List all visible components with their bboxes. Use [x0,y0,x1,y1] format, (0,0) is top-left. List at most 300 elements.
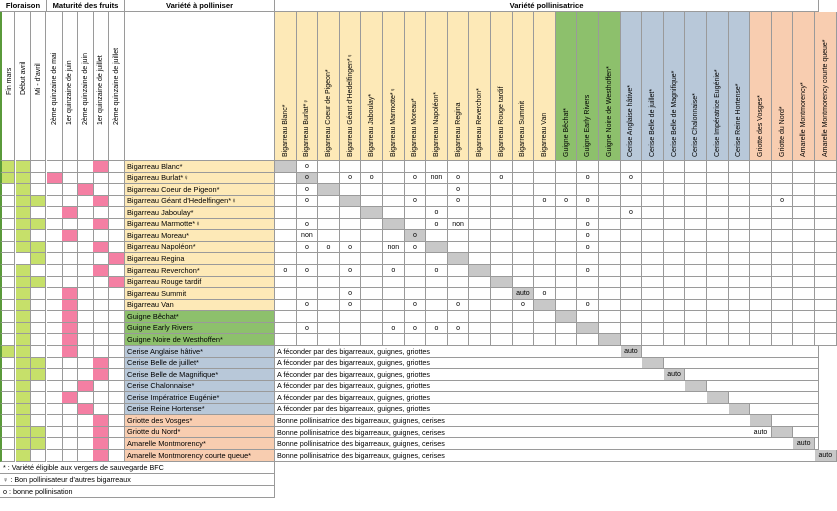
header-maturite [47,0,125,12]
maturite-col-header [93,12,109,161]
pollination-note [275,358,819,370]
pollination-cell [707,300,729,312]
pollination-cell [642,277,664,289]
pollinisateur-col-header [297,12,319,161]
pollination-cell [275,334,297,346]
pollination-cell [664,184,686,196]
pollination-cell [577,288,599,300]
floraison-cell [0,288,15,300]
variete-name-cell [125,346,275,358]
pollination-cell [729,253,751,265]
floraison-cell [0,173,15,185]
maturite-cell [93,288,109,300]
variete-name-cell [125,323,275,335]
pollination-note [275,415,819,427]
pollination-cell [642,219,664,231]
pollination-cell [340,253,362,265]
maturite-cell [62,346,78,358]
pollination-cell [361,288,383,300]
floraison-col-label: Mi - d'avril [34,63,42,95]
variete-name-cell [125,288,275,300]
pollination-cell [664,253,686,265]
pollination-cell [729,161,751,173]
pollination-cell [275,173,297,185]
pollination-cell [275,230,297,242]
pollination-cell [729,277,751,289]
pollination-cell [405,207,427,219]
pollination-cell [772,334,794,346]
pollination-cell [491,196,513,208]
floraison-cell [0,392,15,404]
variete-name-cell [125,392,275,404]
pollination-cell [340,161,362,173]
pollination-cell [664,173,686,185]
pollination-cell [361,242,383,254]
pollination-cell [513,196,535,208]
pollination-note [275,369,819,381]
pollination-mark: o [369,174,374,182]
maturite-cell [47,346,63,358]
pollination-cell [534,323,556,335]
variete-name-cell [125,381,275,393]
pollination-cell [664,300,686,312]
pollination-cell [469,323,491,335]
pollination-cell [318,277,340,289]
variete-name: Bigarreau Rouge tardif [127,277,202,287]
pollination-cell [297,173,319,185]
pollination-cell [685,230,707,242]
pollination-cell [599,230,621,242]
pollination-cell [599,253,621,265]
pollination-cell [534,277,556,289]
pollinisateur-col-label: Guigne Bêchat* [562,107,570,157]
pollinisateur-col-label: Bigarreau Jaboulay* [368,93,376,157]
maturite-cell [62,381,78,393]
pollination-mark: o [456,185,461,193]
floraison-col-header [0,12,15,161]
pollination-cell [426,242,448,254]
maturite-cell [62,311,78,323]
floraison-cell [16,242,31,254]
floraison-cell [31,288,46,300]
pollination-cell [729,219,751,231]
pollination-cell [426,311,448,323]
floraison-cell [0,219,15,231]
pollination-mark: o [456,174,461,182]
pollination-cell [469,207,491,219]
maturite-col-label: 1er quinzaine de juillet [96,55,104,125]
floraison-cell [31,184,46,196]
pollination-cell [318,242,340,254]
maturite-cell [109,207,125,219]
floraison-cell [0,415,15,427]
pollination-cell [297,230,319,242]
maturite-cell [47,311,63,323]
maturite-cell [47,265,63,277]
pollination-cell [297,207,319,219]
pollination-cell [448,173,470,185]
pollination-cell [815,323,837,335]
floraison-cell [31,196,46,208]
pollination-cell [642,300,664,312]
pollination-cell [793,196,815,208]
pollination-cell [772,230,794,242]
floraison-cell [16,265,31,277]
pollination-cell [383,173,405,185]
pollination-cell [361,230,383,242]
pollination-cell [772,288,794,300]
pollination-cell [426,173,448,185]
maturite-cell [93,311,109,323]
pollination-cell [577,253,599,265]
floraison-cell [16,219,31,231]
floraison-cell [31,265,46,277]
pollination-cell [491,300,513,312]
maturite-cell [109,184,125,196]
pollination-cell [275,311,297,323]
pollination-cell [491,323,513,335]
pollination-cell [685,242,707,254]
floraison-cell [16,450,31,462]
maturite-cell [109,161,125,173]
pollination-mark: non [430,174,443,182]
variete-name: Bigarreau Napoléon* [127,242,196,252]
maturite-cell [62,323,78,335]
pollination-cell [707,311,729,323]
floraison-col-label: Fin mars [5,67,13,95]
pollination-cell [707,288,729,300]
pollination-cell [469,184,491,196]
pollination-cell [750,230,772,242]
variete-name: Cerise Impératrice Eugénie* [127,392,220,402]
pollinisateur-col-header [405,12,427,161]
pollinisateur-col-header [275,12,297,161]
pollination-cell [297,334,319,346]
floraison-cell [31,277,46,289]
pollination-cell [361,300,383,312]
pollination-mark: o [499,174,504,182]
maturite-cell [109,346,125,358]
header-variete-a-polliniser-label: Variété à polliniser [165,0,234,10]
variete-name-cell [125,184,275,196]
pollination-cell [642,288,664,300]
maturite-cell [93,265,109,277]
maturite-col-header [78,12,94,161]
variete-name: Griotte des Vosges* [127,415,193,425]
pollination-cell [621,253,643,265]
maturite-cell [109,265,125,277]
maturite-cell [93,184,109,196]
variete-name: Bigarreau Regina [127,254,185,264]
variete-name-cell [125,173,275,185]
maturite-cell [78,253,94,265]
pollination-cell [361,334,383,346]
pollination-cell [772,207,794,219]
pollination-mark: o [348,266,353,274]
pollination-mark: o [456,324,461,332]
pollination-mark: o [434,220,439,228]
pollinisateur-col-label: Cerise Belle de juillet* [648,88,656,157]
pollination-cell [815,277,837,289]
pollination-cell [750,415,772,427]
pollinisateur-col-label: Bigarreau Marmotte*♀ [389,87,397,157]
pollination-cell [621,196,643,208]
pollinisateur-col-label: Bigarreau Burlat*♀ [303,98,311,157]
maturite-cell [93,219,109,231]
pollination-mark: o [412,301,417,309]
pollinisateur-col-header [815,12,837,161]
pollination-cell [469,277,491,289]
pollination-mark: o [434,266,439,274]
pollinisateur-col-header [685,12,707,161]
maturite-cell [62,392,78,404]
pollinisateur-col-label: Amarelle Montmorency* [800,82,808,157]
pollination-cell [556,184,578,196]
pollination-cell [383,311,405,323]
pollination-cell [469,161,491,173]
pollination-cell [426,300,448,312]
pollination-cell [793,161,815,173]
maturite-cell [78,277,94,289]
pollinisateur-col-label: Griotte des Vosges* [756,95,764,157]
pollination-cell [340,242,362,254]
maturite-cell [47,415,63,427]
pollination-cell [448,207,470,219]
floraison-cell [0,369,15,381]
pollination-cell [815,207,837,219]
pollination-mark: o [412,197,417,205]
pollination-cell [513,288,535,300]
pollination-cell [642,265,664,277]
pollination-cell [405,230,427,242]
pollination-cell [793,277,815,289]
variete-name: Bigarreau Géant d'Hedelfingen*♀ [127,196,237,206]
pollination-cell [383,277,405,289]
floraison-cell [31,346,46,358]
pollination-cell [664,196,686,208]
pollinisateur-col-label: Bigarreau Summit [519,100,527,157]
variete-name: Guigne Early Rivers [127,323,193,333]
pollination-cell [491,230,513,242]
pollination-cell [491,265,513,277]
pollination-cell [621,219,643,231]
pollination-cell [793,242,815,254]
pollination-cell [642,196,664,208]
maturite-cell [78,381,94,393]
pollination-mark: o [456,301,461,309]
maturite-cell [109,277,125,289]
pollination-cell [534,288,556,300]
pollination-cell [793,323,815,335]
pollinisateur-col-header [664,12,686,161]
pollination-cell [793,173,815,185]
pollination-mark: o [304,185,309,193]
pollination-cell [815,173,837,185]
pollination-cell [599,184,621,196]
floraison-cell [16,311,31,323]
pollination-cell [340,311,362,323]
pollination-cell [340,196,362,208]
pollination-cell [707,253,729,265]
pollination-cell [577,277,599,289]
pollination-cell [318,230,340,242]
pollination-cell [750,184,772,196]
maturite-cell [109,288,125,300]
pollination-cell [513,219,535,231]
maturite-cell [109,358,125,370]
maturite-col-header [109,12,125,161]
pollination-cell [534,242,556,254]
maturite-cell [78,438,94,450]
pollination-cell [750,265,772,277]
pollination-note [275,381,819,393]
pollination-cell [534,161,556,173]
maturite-cell [93,334,109,346]
pollination-cell [361,196,383,208]
variete-name-cell [125,161,275,173]
pollination-cell [405,334,427,346]
pollination-cell [405,277,427,289]
pollination-cell [340,334,362,346]
pollination-cell [361,173,383,185]
pollination-mark: o [542,197,547,205]
maturite-cell [109,427,125,439]
pollination-cell [361,277,383,289]
pollination-cell [318,161,340,173]
pollination-cell [361,219,383,231]
floraison-cell [31,253,46,265]
pollination-cell [318,196,340,208]
pollination-cell [599,323,621,335]
pollination-cell [556,196,578,208]
pollination-mark: o [283,266,288,274]
pollination-mark: o [304,174,309,182]
pollination-cell [577,323,599,335]
pollinisateur-col-label: Bigarreau Van [540,112,548,157]
pollination-cell [383,184,405,196]
maturite-cell [62,404,78,416]
pollination-cell [793,219,815,231]
pollination-cell [750,173,772,185]
maturite-cell [78,242,94,254]
pollination-cell [318,334,340,346]
pollination-cell [621,184,643,196]
pollination-cell [664,230,686,242]
pollination-mark: o [456,197,461,205]
pollination-cell [297,242,319,254]
pollination-cell [815,253,837,265]
pollination-cell [361,253,383,265]
pollination-cell [297,184,319,196]
pollination-cell [793,300,815,312]
pollination-cell [534,219,556,231]
maturite-cell [93,392,109,404]
variete-name: Bigarreau Summit [127,288,187,298]
pollination-cell [793,207,815,219]
maturite-cell [47,438,63,450]
floraison-cell [31,242,46,254]
pollination-cell [642,161,664,173]
pollination-cell [815,300,837,312]
floraison-cell [16,253,31,265]
maturite-cell [62,265,78,277]
pollination-cell [340,230,362,242]
pollination-cell [361,207,383,219]
maturite-cell [62,184,78,196]
pollination-cell [685,161,707,173]
pollination-cell [469,300,491,312]
pollinisateur-col-label: Guigne Early Rivers [584,94,592,157]
pollination-cell [750,161,772,173]
pollination-cell [621,300,643,312]
pollinisateur-col-header [750,12,772,161]
pollination-cell [750,311,772,323]
pollination-cell [815,161,837,173]
pollination-cell [577,207,599,219]
pollination-mark: auto [516,289,530,297]
pollination-mark: o [304,243,309,251]
pollination-cell [383,196,405,208]
pollination-cell [685,334,707,346]
floraison-cell [16,392,31,404]
variete-name-cell [125,427,275,439]
pollination-cell [793,334,815,346]
pollinisateur-col-label: Bigarreau Blanc* [281,104,289,157]
pollination-cell [664,242,686,254]
pollination-cell [491,242,513,254]
pollination-cell [556,173,578,185]
pollination-cell [707,207,729,219]
pollination-cell [815,311,837,323]
variete-name: Guigne Noire de Westhoffen* [127,334,223,344]
maturite-cell [93,358,109,370]
pollination-cell [405,184,427,196]
pollination-cell [426,207,448,219]
floraison-cell [31,415,46,427]
floraison-cell [0,265,15,277]
maturite-cell [109,438,125,450]
maturite-cell [62,277,78,289]
variete-name: Cerise Anglaise hâtive* [127,346,204,356]
pollination-cell [383,230,405,242]
variete-name: Amarelle Montmorency* [127,439,206,448]
pollination-cell [685,196,707,208]
pollination-cell [642,323,664,335]
pollination-cell [383,334,405,346]
pollination-cell [642,207,664,219]
pollination-cell [426,334,448,346]
pollination-cell [275,161,297,173]
maturite-cell [62,161,78,173]
pollinisateur-col-label: Cerise Chalonnaise* [692,93,700,157]
floraison-cell [0,358,15,370]
pollination-mark: o [585,243,590,251]
maturite-cell [78,427,94,439]
pollination-cell [599,334,621,346]
pollination-cell [318,311,340,323]
floraison-cell [0,334,15,346]
pollination-cell [621,265,643,277]
pollinisateur-col-label: Bigarreau Napoléon* [432,92,440,157]
pollination-cell [750,300,772,312]
variete-name-cell [125,334,275,346]
maturite-cell [62,415,78,427]
maturite-cell [78,369,94,381]
pollination-cell [405,265,427,277]
pollination-cell [534,334,556,346]
pollination-cell [599,196,621,208]
pollination-cell [513,277,535,289]
